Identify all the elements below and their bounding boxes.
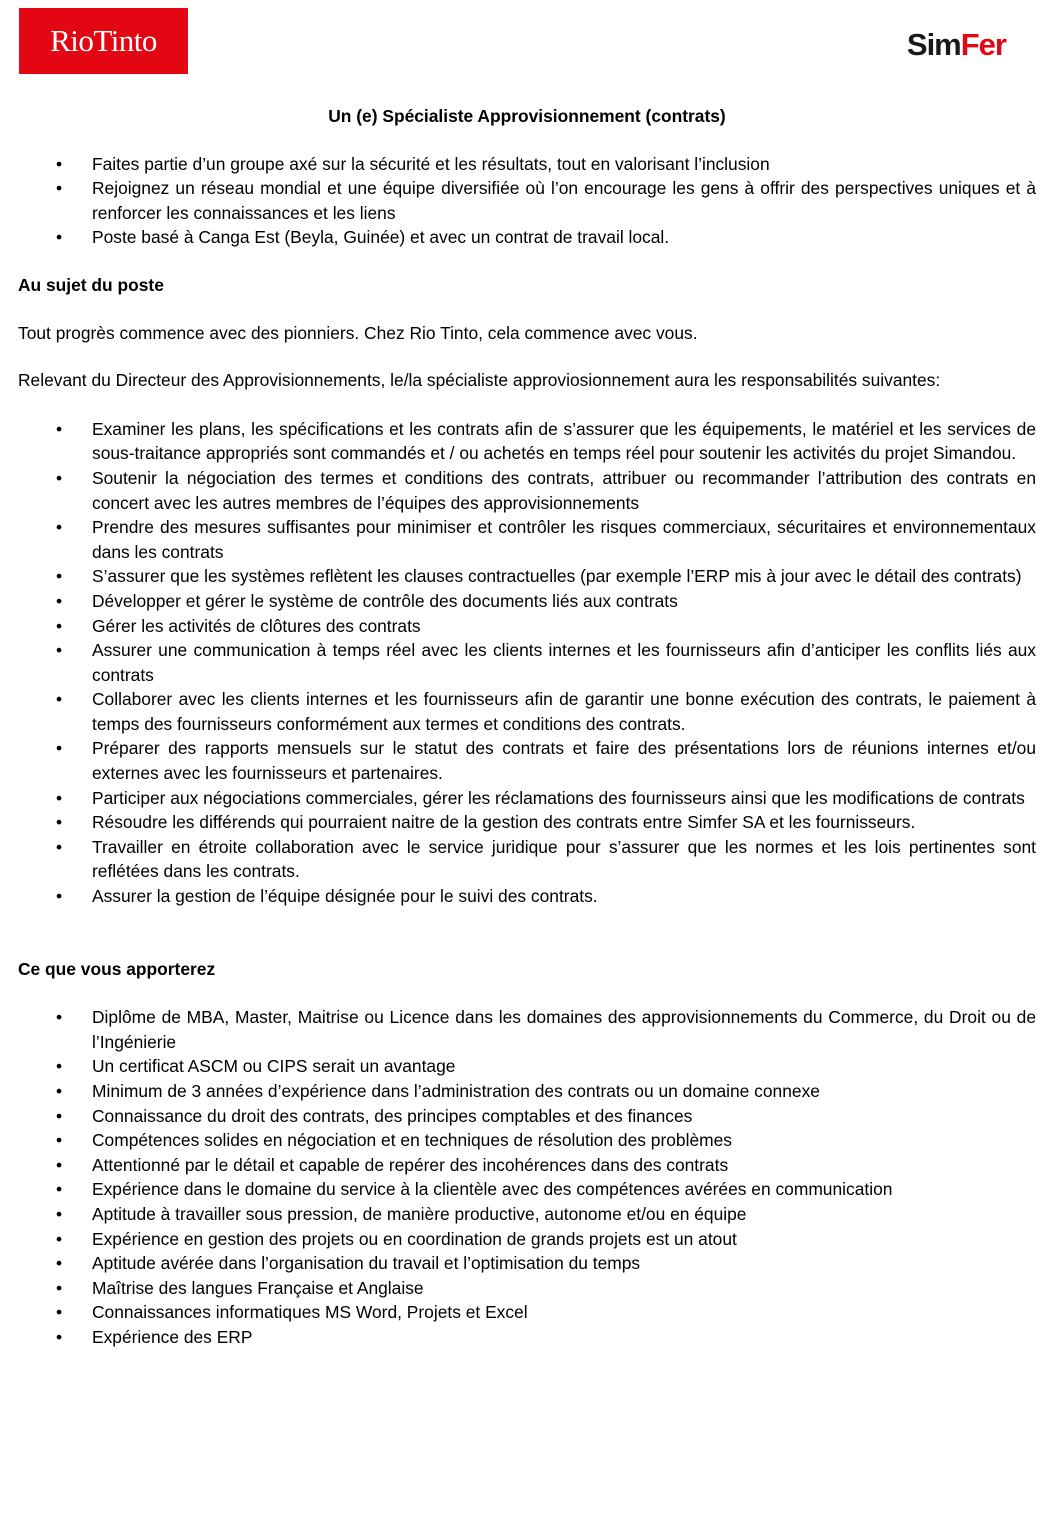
- bullet-text: Minimum de 3 années d’expérience dans l’administration des contrats ou un domaine connexe: [92, 1081, 820, 1101]
- simfer-logo: [907, 27, 1006, 63]
- rio-tinto-logo: [19, 8, 188, 74]
- bullet-icon: •: [56, 517, 63, 538]
- bullet-item: [18, 1128, 1036, 1153]
- bullet-text: Préparer des rapports mensuels sur le statut des contrats et faire des présentations lors de réunions internes et/ou externes avec les fournisseurs et partenaires.: [92, 738, 1036, 784]
- bullet-item: [18, 884, 1036, 909]
- bullet-item: [18, 176, 1036, 225]
- bullet-item: [18, 1300, 1036, 1325]
- bullet-icon: •: [56, 787, 63, 808]
- bullet-item: [18, 736, 1036, 785]
- responsibilities-bullet-list: [18, 417, 1036, 909]
- bullet-text: Diplôme de MBA, Master, Maitrise ou Licence dans les domaines des approvisionnements du Commerce, du Droit ou de l’Ingénierie: [92, 1007, 1036, 1052]
- bullet-text: S’assurer que les systèmes reflètent les clauses contractuelles (par exemple l’ERP mis à jour avec le détail des contrats): [92, 566, 1022, 587]
- bullet-icon: •: [56, 886, 63, 907]
- bullet-text: Compétences solides en négociation et en techniques de résolution des problèmes: [92, 1130, 732, 1151]
- bullet-text: Soutenir la négociation des termes et conditions des contrats, attribuer ou recommander l’attribution des contrats en concert avec les autres membres de l’équipes des approvisionnements: [92, 467, 1036, 513]
- bullet-icon: •: [56, 467, 63, 488]
- simfer-logo-fer: Fer: [960, 27, 1006, 62]
- bullet-icon: •: [56, 1130, 63, 1151]
- bullet-item: [18, 1227, 1036, 1252]
- bullet-item: [18, 786, 1036, 811]
- bullet-item: [18, 564, 1036, 589]
- bullet-icon: •: [56, 1326, 63, 1347]
- bullet-icon: •: [56, 1253, 63, 1274]
- bullet-icon: •: [56, 1302, 63, 1323]
- bullet-item: [18, 1202, 1036, 1227]
- bullet-text: Aptitude à travailler sous pression, de manière productive, autonome et/ou en équipe: [92, 1203, 747, 1224]
- bullet-text: Connaissances informatiques MS Word, Projets et Excel: [92, 1302, 528, 1323]
- bullet-text: Expérience en gestion des projets ou en coordination de grands projets est un atout: [92, 1228, 737, 1249]
- bullet-text: Maîtrise des langues Française et Anglaise: [92, 1277, 424, 1298]
- bullet-text: Prendre des mesures suffisantes pour minimiser et contrôler les risques commerciaux, sécuritaires et environnementaux dans les contrats: [92, 517, 1036, 562]
- bullet-item: [18, 1079, 1036, 1104]
- bullet-item: [18, 1153, 1036, 1178]
- bullet-text: Participer aux négociations commerciales, gérer les réclamations des fournisseurs ainsi que les modifications de contrats: [92, 787, 1025, 808]
- section-heading-about: Au sujet du poste: [18, 274, 164, 295]
- bullet-icon: •: [56, 738, 63, 759]
- bullet-icon: •: [56, 153, 63, 174]
- bullet-item: [18, 1276, 1036, 1301]
- bullet-icon: •: [56, 812, 63, 833]
- bullet-text: Développer et gérer le système de contrôle des documents liés aux contrats: [92, 590, 678, 611]
- bullet-icon: •: [56, 1228, 63, 1249]
- bullet-icon: •: [56, 1154, 63, 1175]
- bullet-item: [18, 466, 1036, 515]
- bullet-icon: •: [56, 1007, 63, 1028]
- bullet-icon: •: [56, 1105, 63, 1126]
- bullet-text: Un certificat ASCM ou CIPS serait un avantage: [92, 1056, 456, 1077]
- bullet-icon: •: [56, 1056, 63, 1077]
- intro-bullet-list: [18, 152, 1036, 250]
- bullet-item: [18, 515, 1036, 564]
- document-title: Un (e) Spécialiste Approvisionnement (contrats): [328, 106, 726, 126]
- bullet-text: Expérience dans le domaine du service à la clientèle avec des compétences avérées en communication: [92, 1179, 893, 1200]
- bullet-icon: •: [56, 640, 63, 661]
- bullet-item: [18, 1054, 1036, 1079]
- bullet-text: Aptitude avérée dans l’organisation du travail et l’optimisation du temps: [92, 1253, 641, 1274]
- about-paragraph-2: Relevant du Directeur des Approvisionnements, le/la spécialiste approviosionnement aura les responsabilités suivantes:: [18, 370, 941, 391]
- bullet-icon: •: [56, 590, 63, 611]
- bullet-text: Assurer la gestion de l’équipe désignée pour le suivi des contrats.: [92, 886, 598, 907]
- bullet-item: [18, 614, 1036, 639]
- bullet-icon: •: [56, 689, 63, 710]
- bullet-text: Expérience des ERP: [92, 1326, 253, 1347]
- bullet-icon: •: [56, 566, 63, 587]
- bullet-icon: •: [56, 178, 63, 199]
- simfer-logo-sim: Sim: [906, 27, 961, 62]
- bullet-icon: •: [56, 1277, 63, 1298]
- section-heading-requirements: Ce que vous apporterez: [18, 958, 216, 979]
- bullet-item: [18, 225, 1036, 250]
- bullet-item: [18, 835, 1036, 884]
- bullet-icon: •: [56, 418, 63, 439]
- bullet-item: [18, 1251, 1036, 1276]
- bullet-icon: •: [56, 836, 63, 857]
- requirements-bullet-list: [18, 1005, 1036, 1349]
- bullet-item: [18, 810, 1036, 835]
- bullet-text: Collaborer avec les clients internes et les fournisseurs afin de garantir une bonne exécution des contrats, le paiement à temps des fournisseurs conformément aux termes et conditions des contrats.: [92, 689, 1036, 734]
- bullet-text: Travailler en étroite collaboration avec le service juridique pour s’assurer que les normes et les lois pertinentes sont reflétées dans les contrats.: [92, 836, 1036, 882]
- bullet-text: Assurer une communication à temps réel avec les clients internes et les fournisseurs afin d’anticiper les conflits liés aux contrats: [92, 640, 1036, 685]
- bullet-text: Connaissance du droit des contrats, des principes comptables et des finances: [92, 1105, 693, 1126]
- bullet-text: Résoudre les différends qui pourraient naitre de la gestion des contrats entre Simfer SA et les fournisseurs.: [92, 812, 916, 833]
- bullet-item: [18, 687, 1036, 736]
- bullet-icon: •: [56, 1179, 63, 1200]
- bullet-text: Faites partie d’un groupe axé sur la sécurité et les résultats, tout en valorisant l’inclusion: [92, 153, 770, 174]
- bullet-text: Rejoignez un réseau mondial et une équipe diversifiée où l’on encourage les gens à offrir des perspectives uniques et à renforcer les connaissances et les liens: [92, 178, 1036, 223]
- bullet-item: [18, 1177, 1036, 1202]
- bullet-item: [18, 1005, 1036, 1054]
- bullet-icon: •: [56, 1203, 63, 1224]
- bullet-icon: •: [56, 615, 63, 636]
- rio-tinto-logo-text: RioTinto: [50, 23, 157, 58]
- bullet-text: Examiner les plans, les spécifications et les contrats afin de s’assurer que les équipements, le matériel et les services de sous-traitance appropriés sont commandés et / ou achetés en temps réel pour soutenir les activités du projet Simandou.: [92, 418, 1036, 464]
- bullet-item: [18, 638, 1036, 687]
- bullet-item: [18, 1325, 1036, 1350]
- bullet-text: Poste basé à Canga Est (Beyla, Guinée) et avec un contrat de travail local.: [92, 227, 670, 248]
- bullet-item: [18, 589, 1036, 614]
- bullet-item: [18, 417, 1036, 466]
- bullet-text: Attentionné par le détail et capable de repérer des incohérences dans des contrats: [92, 1154, 729, 1175]
- bullet-item: [18, 1104, 1036, 1129]
- about-paragraph-1: Tout progrès commence avec des pionniers. Chez Rio Tinto, cela commence avec vous.: [18, 322, 698, 343]
- bullet-text: Gérer les activités de clôtures des contrats: [92, 615, 421, 636]
- bullet-icon: •: [56, 227, 63, 248]
- bullet-item: [18, 152, 1036, 177]
- bullet-icon: •: [56, 1081, 63, 1101]
- document-body: [18, 104, 1036, 1350]
